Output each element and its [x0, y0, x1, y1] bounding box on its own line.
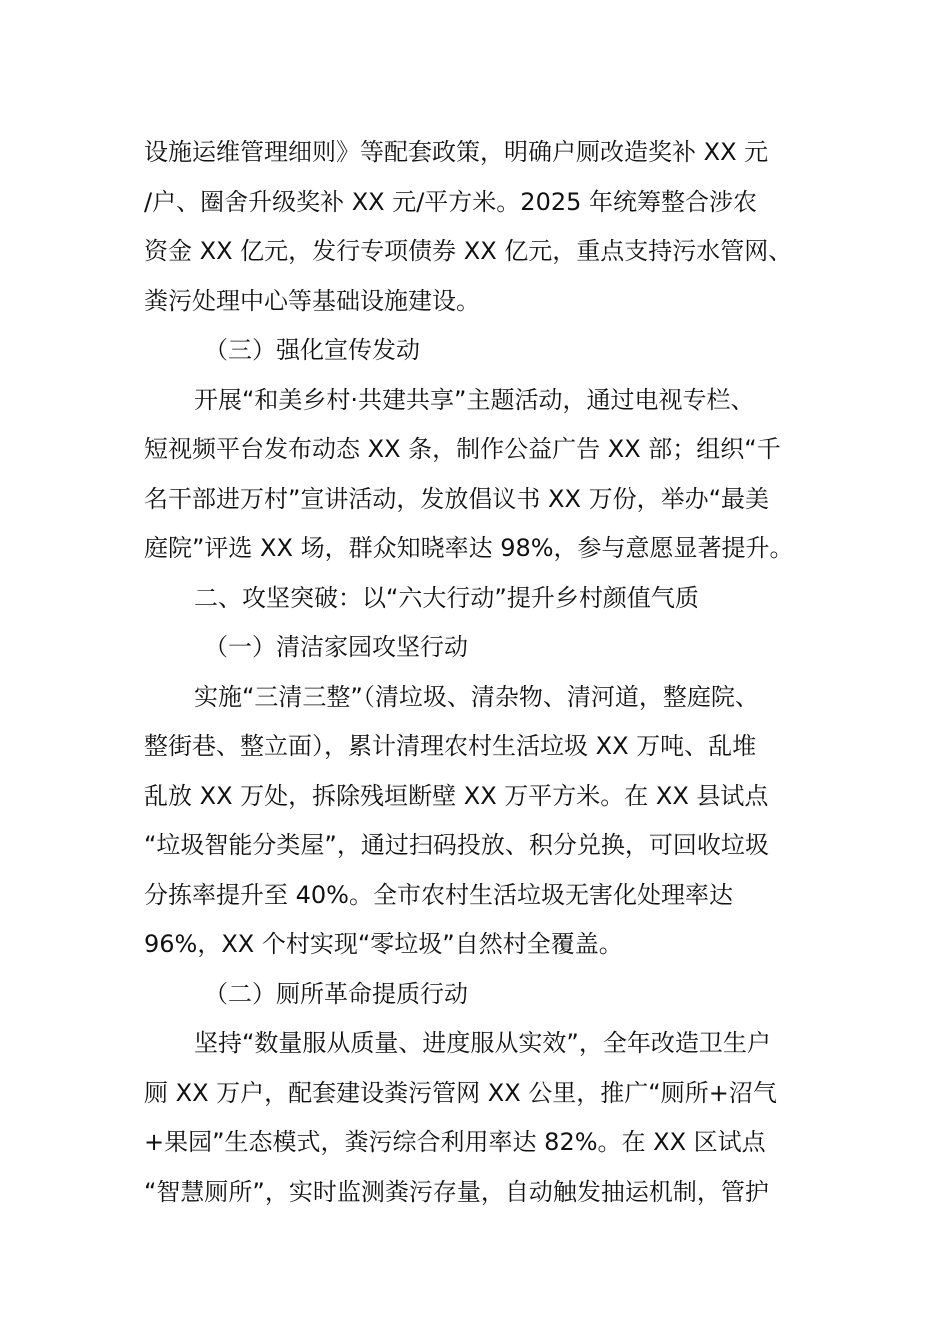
body-line: 分拣率提升至 40%。全市农村生活垃圾无害化处理率达: [144, 880, 733, 909]
body-line: 厕 XX 万户，配套建设粪污管网 XX 公里，推广“厕所+沼气: [144, 1078, 777, 1107]
body-line: 乱放 XX 万处，拆除残垣断壁 XX 万平方米。在 XX 县试点: [144, 781, 769, 810]
subsection-heading: （三）强化宣传发动: [204, 336, 420, 364]
paragraph-first-line: 实施“三清三整”（清垃圾、清杂物、清河道，整庭院、: [194, 682, 759, 711]
subsection-heading: （一）清洁家园攻坚行动: [204, 633, 468, 661]
body-line: 短视频平台发布动态 XX 条，制作公益广告 XX 部；组织“千: [144, 435, 781, 463]
body-line: +果园”生态模式，粪污综合利用率达 82%。在 XX 区试点: [144, 1128, 766, 1156]
body-line: 96%，XX 个村实现“零垃圾”自然村全覆盖。: [144, 930, 623, 958]
body-line: “智慧厕所”，实时监测粪污存量，自动触发抽运机制，管护: [144, 1177, 769, 1206]
body-line: /户、圈舍升级奖补 XX 元/平方米。2025 年统筹整合涉农: [144, 187, 758, 216]
paragraph-first-line: 坚持“数量服从质量、进度服从实效”，全年改造卫生户: [194, 1029, 771, 1057]
body-line: 庭院”评选 XX 场，群众知晓率达 98%，参与意愿显著提升。: [144, 534, 794, 562]
subsection-heading: （二）厕所革命提质行动: [204, 979, 468, 1008]
body-line: 名干部进万村”宣讲活动，发放倡议书 XX 万份，举办“最美: [144, 484, 770, 513]
body-line: 粪污处理中心等基础设施建设。: [144, 286, 480, 315]
body-line: “垃圾智能分类屋”，通过扫码投放、积分兑换，可回收垃圾: [144, 831, 769, 859]
document-body: [144, 128, 808, 1217]
body-line: 整街巷、整立面），累计清理农村生活垃圾 XX 万吨、乱堆: [144, 732, 757, 760]
section-heading: 二、攻坚突破：以“六大行动”提升乡村颜值气质: [194, 583, 699, 612]
body-line: 设施运维管理细则》等配套政策，明确户厕改造奖补 XX 元: [144, 138, 769, 166]
paragraph-first-line: 开展“和美乡村·共建共享”主题活动，通过电视专栏、: [194, 385, 755, 414]
body-line: 资金 XX 亿元，发行专项债券 XX 亿元，重点支持污水管网、: [144, 237, 793, 265]
